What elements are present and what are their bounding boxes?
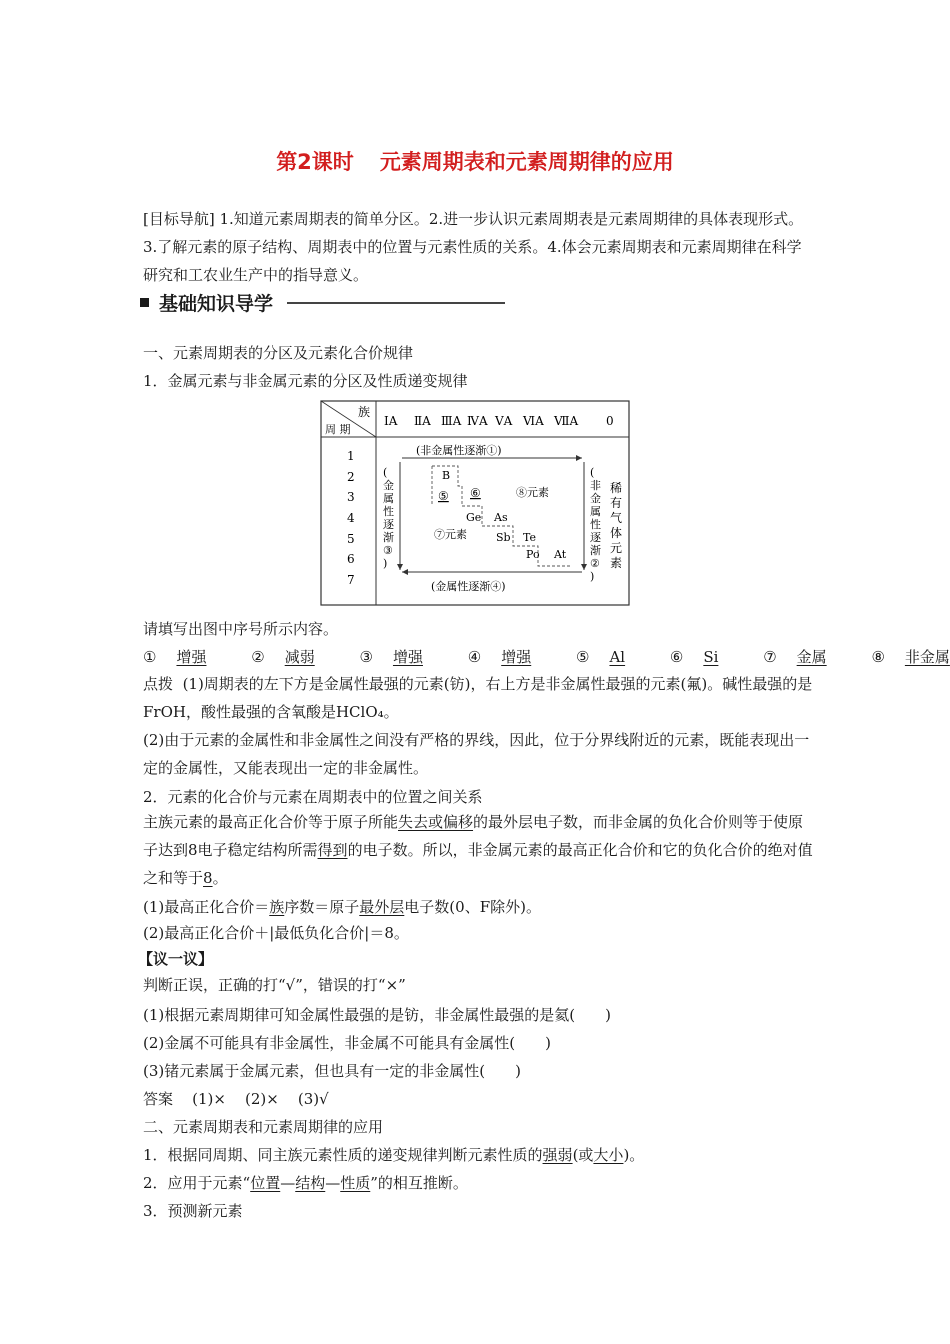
element-sb: Sb (496, 531, 511, 544)
left-char: ( (383, 466, 388, 479)
right-char: 性 (590, 518, 601, 531)
noble-char: 元 (610, 541, 623, 555)
answer-value: 减弱 (284, 648, 315, 666)
period-number: 2 (347, 470, 355, 484)
formula-2: (2)最高正化合价＋|最低负化合价|＝8。 (143, 924, 409, 942)
answer-value: 非金属 (904, 648, 950, 666)
valence-paragraph (143, 808, 813, 892)
formula-text: 序数＝原子 (284, 898, 360, 916)
item-text: ”的相互推断。 (370, 1174, 468, 1192)
answer-num: ④ (467, 648, 482, 666)
item-blank: 强弱 (542, 1146, 573, 1164)
valence-text: 主族元素的最高正化合价等于原子所能 (143, 813, 399, 831)
answer-num: ⑥ (669, 648, 684, 666)
answer-num: ⑦ (763, 648, 777, 666)
item-text: (或 (572, 1146, 594, 1164)
answer-value: 增强 (392, 648, 423, 666)
item-dash: — (280, 1174, 296, 1192)
right-char: 非 (590, 479, 601, 492)
answer-num: ③ (359, 648, 373, 666)
corner-period-label: 周 期 (325, 423, 351, 436)
right-char: 金 (590, 492, 601, 505)
fill-answer-item (251, 648, 334, 666)
left-vertical-label (383, 466, 395, 570)
valence-blank: 得到 (317, 841, 348, 859)
section-heading (140, 289, 505, 316)
element-po: Po (526, 548, 540, 561)
noble-char: 稀 (610, 481, 623, 495)
answer-value: Si (703, 648, 719, 666)
answer-item: (3)√ (297, 1090, 329, 1108)
left-char: ) (383, 557, 388, 570)
part2-heading: 二、元素周期表和元素周期律的应用 (143, 1118, 384, 1136)
formula-1 (143, 896, 541, 917)
right-vertical-label (590, 466, 602, 583)
tip-paragraph-1 (143, 670, 813, 726)
answer-num: ① (143, 648, 157, 666)
answer-num: ⑤ (576, 648, 590, 666)
fill-answer-item (468, 648, 551, 666)
periodic-zone-diagram (320, 400, 630, 606)
right-char: 属 (590, 505, 601, 518)
formula-blank: 最外层 (359, 898, 405, 916)
answer-num: ⑧ (871, 648, 885, 666)
section-heading-text: 基础知识导学 (159, 293, 274, 315)
period-number: 1 (347, 449, 355, 463)
fill-answer-item (143, 648, 226, 666)
period-number: 5 (347, 532, 355, 546)
right-char: ( (590, 466, 595, 479)
valence-text: 的最外层电子数，而非金属的负化合价则等于使原子达到8电子稳定结构所需 (143, 813, 804, 859)
left-char: 性 (383, 505, 394, 518)
bottom-arrow-label: (金属性逐渐④) (431, 580, 506, 593)
answer-value: 金属 (796, 648, 827, 666)
fill-answer-item (576, 648, 645, 666)
element-b: B (442, 469, 451, 482)
valence-text: 的电子数。所以，非金属元素的最高正化合价和它的负化合价的绝对值之和等于 (143, 841, 813, 887)
period-number: 7 (347, 573, 355, 587)
tip-paragraph-2: (2)由于元素的金属性和非金属性之间没有严格的界线，因此，位于分界线附近的元素，既能表现出一定的金属性，又能表现出一定的非金属性。 (143, 731, 810, 777)
discuss-question-3: (3)锗元素属于金属元素，但也具有一定的非金属性( ) (143, 1062, 521, 1080)
valence-blank: 失去或偏移 (398, 813, 474, 831)
formula-text: 电子数(0、F除外)。 (404, 898, 541, 916)
fill-prompt: 请填写出图中序号所示内容。 (143, 620, 339, 638)
group-header: ⅤA (495, 414, 513, 428)
top-arrow-label: (非金属性逐渐①) (416, 444, 502, 457)
left-char: 渐 (383, 531, 394, 544)
noble-gas-label (610, 480, 622, 570)
left-char: 金 (383, 479, 394, 492)
answer-value: Al (609, 648, 626, 666)
left-char: ③ (383, 544, 393, 557)
goals-label: [目标导航] (143, 210, 215, 228)
page-title (0, 146, 950, 176)
group-header: ⅥA (523, 414, 544, 428)
period-number: 4 (347, 511, 355, 525)
discuss-label: 【议一议】 (138, 950, 214, 968)
group-header: ⅦA (554, 414, 579, 428)
right-char: 渐 (590, 544, 601, 557)
noble-char: 素 (610, 556, 623, 570)
group-headers (384, 414, 614, 428)
answer-value: 增强 (176, 648, 207, 666)
valence-blank: 8 (203, 869, 213, 887)
period-number: 6 (347, 552, 355, 566)
lesson-number: 第2课时 (276, 150, 354, 174)
group-header: ⅢA (441, 414, 462, 428)
answer-item: (2)× (245, 1090, 279, 1108)
left-char: 属 (383, 492, 394, 505)
item-blank: 性质 (340, 1174, 371, 1192)
period-number: 3 (347, 490, 355, 504)
square-bullet-icon (140, 298, 149, 307)
discuss-question-2: (2)金属不可能具有非金属性，非金属不可能具有金属性( ) (143, 1034, 551, 1052)
element-te: Te (523, 531, 536, 544)
fill-answer-item (670, 648, 739, 666)
part1-heading: 一、元素周期表的分区及元素化合价规律 (143, 344, 414, 362)
formula-blank: 族 (269, 898, 285, 916)
item-blank: 大小 (593, 1146, 624, 1164)
discuss-answer (143, 1088, 329, 1109)
part1-sub1: 1．金属元素与非金属元素的分区及性质递变规律 (143, 372, 468, 390)
group-header: ⅠA (384, 414, 398, 428)
corner-group-label: 族 (358, 405, 371, 419)
goals-text: 1.知道元素周期表的简单分区。2.进一步认识元素周期表是元素周期律的具体表现形式。3.了解元素的原子结构、周期表中的位置与元素性质的关系。4.体会元素周期表和元素周期律在科学研究和工农业生产中的指导意义。 (143, 210, 804, 284)
sub2-heading: 2．元素的化合价与元素在周期表中的位置之间关系 (143, 788, 483, 806)
noble-char: 有 (610, 496, 623, 510)
right-char: 逐 (590, 531, 601, 544)
period-numbers (347, 449, 355, 587)
valence-text: 。 (212, 869, 228, 887)
right-char: ) (590, 570, 595, 583)
part2-item-1 (143, 1144, 644, 1165)
tip-text-1: (1)周期表的左下方是金属性最强的元素(钫)，右上方是非金属性最强的元素(氟)。碱性最强的是FrOH，酸性最强的含氧酸是HClO₄。 (143, 675, 813, 721)
noble-char: 体 (610, 526, 623, 540)
tip-label: 点拨 (143, 675, 174, 693)
blank-5: ⑤ (438, 489, 449, 503)
answer-value: 增强 (501, 648, 532, 666)
goals-paragraph (143, 205, 813, 289)
group-header: ⅡA (414, 414, 431, 428)
fill-answer-item (763, 648, 846, 666)
item-text: 2．应用于元素“ (143, 1174, 251, 1192)
left-char: 逐 (383, 518, 394, 531)
noble-char: 气 (610, 511, 623, 525)
answer-num: ② (251, 648, 265, 666)
right-char: ② (590, 557, 600, 570)
element-as: As (494, 511, 508, 524)
item-text: )。 (623, 1146, 645, 1164)
group-header: 0 (606, 414, 614, 428)
answer-item: (1)× (192, 1090, 226, 1108)
item-blank: 位置 (250, 1174, 281, 1192)
item-dash: — (325, 1174, 341, 1192)
discuss-question-1: (1)根据元素周期律可知金属性最强的是钫，非金属性最强的是氦( ) (143, 1006, 611, 1024)
element-ge: Ge (466, 511, 482, 524)
blank-6: ⑥ (470, 486, 481, 500)
blank-7: ⑦元素 (434, 528, 467, 541)
lesson-topic: 元素周期表和元素周期律的应用 (379, 150, 674, 174)
group-header: ⅣA (467, 414, 488, 428)
part2-item-3: 3．预测新元素 (143, 1202, 243, 1220)
blank-8: ⑧元素 (516, 486, 549, 499)
item-text: 1．根据同周期、同主族元素性质的递变规律判断元素性质的 (143, 1146, 543, 1164)
heading-rule (287, 302, 505, 304)
fill-answer-item (871, 648, 950, 666)
element-at: At (554, 548, 567, 561)
part2-item-2 (143, 1172, 468, 1193)
fill-answers (143, 646, 950, 667)
discuss-prompt: 判断正误，正确的打“√”，错误的打“×” (143, 976, 406, 994)
item-blank: 结构 (295, 1174, 326, 1192)
formula-text: (1)最高正化合价＝ (143, 898, 270, 916)
answer-label: 答案 (143, 1090, 174, 1108)
fill-answer-item (360, 648, 443, 666)
